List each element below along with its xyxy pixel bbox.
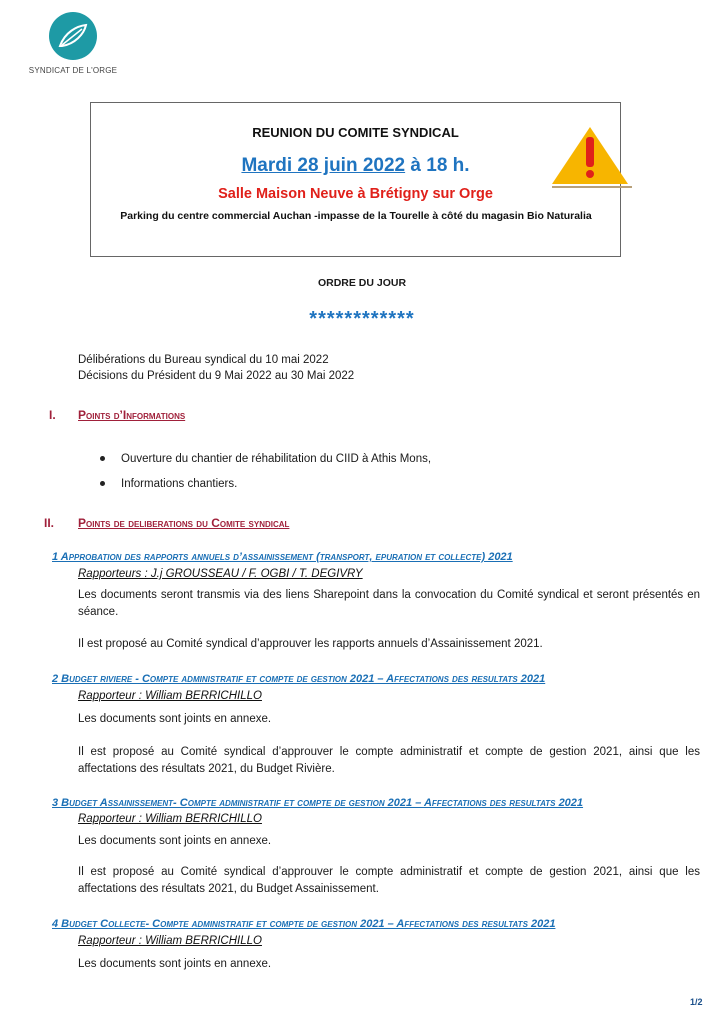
agenda-item-paragraph: Les documents sont joints en annexe. — [78, 958, 272, 970]
list-item — [100, 471, 431, 496]
agenda-item-paragraph: Il est proposé au Comité syndical d’approuver les rapports annuels d’Assainissement 2021. — [78, 638, 543, 650]
agenda-item-heading — [52, 669, 545, 687]
agenda-item-paragraph: Il est proposé au Comité syndical d’approuver le compte administratif et compte de gestion 2021, ainsi que les affectations des résultats 2021, du Budget Assainissement. — [78, 866, 700, 895]
meeting-date — [91, 155, 620, 177]
rapporteur — [78, 809, 262, 827]
bullet-icon — [100, 481, 105, 486]
section-heading-deliberations — [44, 514, 54, 532]
meeting-date-link[interactable]: Mardi 28 juin 2022 — [241, 155, 406, 176]
rapporteur — [78, 564, 363, 582]
rapporteur — [78, 686, 262, 704]
intro-line: Délibérations du Bureau syndical du 10 mai 2022 — [78, 354, 329, 366]
section-heading-informations — [49, 406, 56, 424]
list-item-text: Informations chantiers. — [121, 477, 238, 490]
leaf-icon — [49, 12, 97, 60]
meeting-title: REUNION DU COMITE SYNDICAL — [252, 125, 459, 140]
section-title: Points de deliberations du Comite syndical — [78, 516, 290, 530]
separator-stars: ************ — [309, 308, 415, 330]
rapporteur-text: Rapporteur : William BERRICHILLO — [78, 935, 262, 947]
agenda-item-paragraph: Les documents seront transmis via des liens Sharepoint dans la convocation du Comité syndical et seront présentés en séance. — [78, 589, 700, 618]
agenda-item-paragraph: Les documents sont joints en annexe. — [78, 835, 272, 847]
rapporteur-text: Rapporteur : William BERRICHILLO — [78, 690, 262, 702]
section-title: Points d’Informations — [78, 408, 186, 422]
agenda-item-link[interactable]: 4 Budget Collecte- Compte administratif et compte de gestion 2021 – Affectations des resultats 2021 — [52, 918, 556, 930]
agenda-item-heading — [52, 914, 555, 932]
agenda-item-link[interactable]: 3 Budget Assainissement- Compte administratif et compte de gestion 2021 – Affectations des resultats 2021 — [52, 797, 584, 809]
section-number: II. — [44, 516, 55, 530]
information-bullet-list — [100, 446, 431, 496]
agenda-item-link[interactable]: 2 Budget riviere - Compte administratif et compte de gestion 2021 – Affectations des resultats 2021 — [52, 673, 546, 685]
agenda-item-paragraph: Les documents sont joints en annexe. — [78, 713, 272, 725]
section-number: I. — [49, 408, 56, 422]
meeting-place: Salle Maison Neuve à Brétigny sur Orge — [218, 186, 493, 202]
list-item — [100, 446, 431, 471]
section-title-informations — [78, 406, 185, 424]
warning-triangle-icon — [552, 124, 632, 190]
agenda-item-heading — [52, 547, 513, 565]
agenda-item-link[interactable]: 1 Approbation des rapports annuels d’assainissement (transport, epuration et collecte) 2021 — [52, 551, 513, 563]
list-item-text: Ouverture du chantier de réhabilitation du CIID à Athis Mons, — [121, 452, 432, 465]
agenda-item-paragraph: Il est proposé au Comité syndical d’approuver le compte administratif et compte de gestion 2021, ainsi que les affectations des résultats 2021, du Budget Rivière. — [78, 746, 700, 775]
meeting-parking: Parking du centre commercial Auchan -impasse de la Tourelle à côté du magasin Bio Naturalia — [120, 210, 592, 222]
bullet-icon — [100, 456, 105, 461]
meeting-time: à 18 h. — [405, 155, 470, 176]
page-number: 1/2 — [690, 997, 703, 1007]
intro-block — [78, 352, 354, 384]
rapporteur — [78, 931, 262, 949]
organization-logo — [28, 12, 118, 82]
agenda-title: ORDRE DU JOUR — [317, 277, 407, 289]
organization-name: SYNDICAT DE L'ORGE — [28, 66, 118, 75]
intro-line: Décisions du Président du 9 Mai 2022 au 30 Mai 2022 — [78, 370, 355, 382]
section-title-deliberations — [78, 514, 289, 532]
meeting-info-box — [90, 102, 621, 257]
rapporteur-text: Rapporteurs : J.j GROUSSEAU / F. OGBI / T. DEGIVRY — [78, 568, 363, 580]
rapporteur-text: Rapporteur : William BERRICHILLO — [78, 813, 262, 825]
